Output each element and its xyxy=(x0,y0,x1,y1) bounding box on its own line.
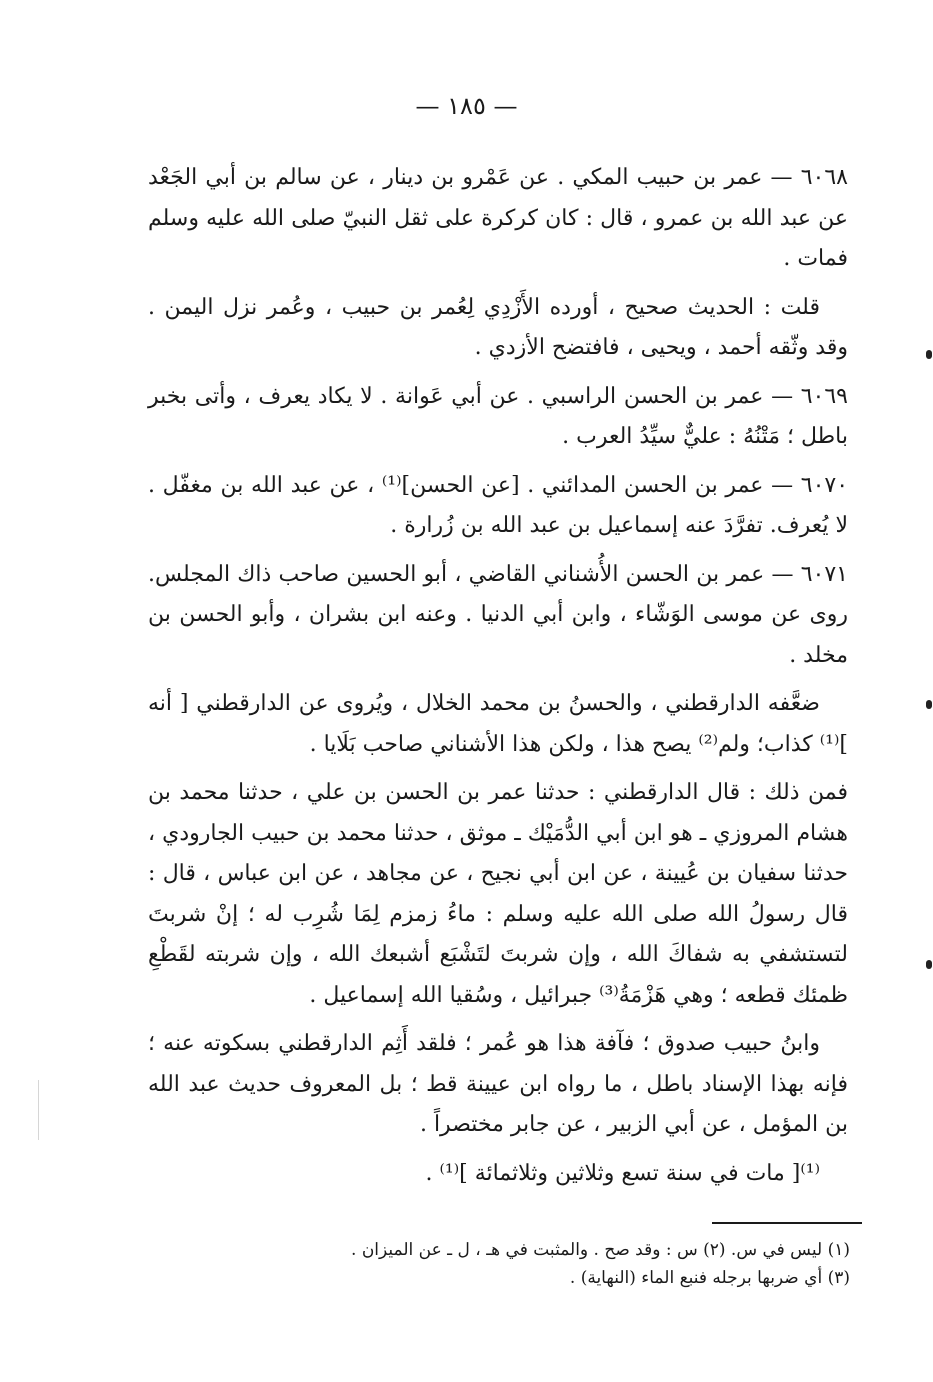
page-number: — ١٨٥ — xyxy=(415,92,518,120)
entry-6069: ٦٠٦٩ — عمر بن الحسن الراسبي . عن أبي عَوانة . لا يكاد يعرف ، وأتى بخبر باطل ؛ مَتْنُهُ : عليٌّ سيِّدُ العرب . xyxy=(148,383,848,449)
commentary-6068: قلت : الحديث صحيح ، أورده الأَزْدِي لِعُمر بن حبيب ، وعُمر نزل اليمن . وقد وثّقه أحمد ، ويحيى ، فافتضح الأزدي . xyxy=(148,294,848,360)
scan-dot xyxy=(926,700,932,709)
scan-dot xyxy=(926,960,932,969)
footnote-divider xyxy=(712,1222,862,1224)
footnote-line: (١) ليس في س. (٢) س : وقد صح . والمثبت في هـ ، ل ـ عن الميزان . xyxy=(351,1240,850,1260)
entry-6068: ٦٠٦٨ — عمر بن حبيب المكي . عن عَمْرو بن دينار ، عن سالم بن أبي الجَعْد عن عبد الله بن عمرو ، قال : كان كركرة على ثقل النبيّ صلى الله عليه وسلم فمات . xyxy=(148,165,848,271)
footnote-line: (٣) أي ضربها برجله فنبع الماء (النهاية) . xyxy=(569,1268,850,1288)
main-text xyxy=(148,158,848,1202)
entry-6071-weakness: ضعَّفه الدارقطني ، والحسنُ بن محمد الخلال ، ويُروى عن الدارقطني [ أنه ]⁽¹⁾ كذاب؛ ولم⁽²⁾ يصح هذا ، ولكن هذا الأشناني صاحب بَلَايا . xyxy=(148,691,848,757)
entry-6070: ٦٠٧٠ — عمر بن الحسن المدائني . [عن الحسن]⁽¹⁾ ، عن عبد الله بن مغفّل . لا يُعرف. تفرَّدَ عنه إسماعيل بن عبد الله بن زُرارة . xyxy=(148,472,849,538)
entry-6071-critique: وابنُ حبيب صدوق ؛ فآفة هذا هو عُمر ؛ فلقد أَثِم الدارقطني بسكوته عنه ؛ فإنه بهذا الإسناد باطل ، ما رواه ابن عيينة قط ؛ بل المعروف حديث عبد الله بن المؤمل ، عن أبي الزبير ، عن جابر مختصراً . xyxy=(148,1031,848,1137)
scan-dot xyxy=(926,350,932,359)
entry-6071-hadith: فمن ذلك : قال الدارقطني : حدثنا عمر بن الحسن بن علي ، حدثنا محمد بن هشام المروزي ـ هو ابن أبي الدُّمَيْك ـ موثق ، حدثنا محمد بن حبيب الجارودي ، حدثنا سفيان بن عُيينة ، عن ابن أبي نجيح ، عن مجاهد ، عن ابن عباس ، قال : قال رسولُ الله صلى الله عليه وسلم : ماءُ زمزم لِمَا شُرِب له ؛ إنْ شربتَ لتستشفي به شفاكَ الله ، وإن شربتَ لتَشْبَع أشبعك الله ، وإن شربته لقَطْعِ ظمئك قطعه ؛ وهي هَزْمَةُ⁽³⁾ جبرائيل ، وسُقيا الله إسماعيل . xyxy=(148,780,848,1008)
entry-6071-death: ⁽¹⁾[ مات في سنة تسع وثلاثين وثلاثمائة ]⁽¹⁾ . xyxy=(425,1160,820,1186)
entry-6071: ٦٠٧١ — عمر بن الحسن الأُشناني القاضي ، أبو الحسين صاحب ذاك المجلس. روى عن موسى الوَشّاء ، وابن أبي الدنيا . وعنه ابن بشران ، وأبو الحسن بن مخلد . xyxy=(148,561,848,668)
footnotes xyxy=(200,1236,850,1292)
scan-artifact xyxy=(38,1080,39,1140)
